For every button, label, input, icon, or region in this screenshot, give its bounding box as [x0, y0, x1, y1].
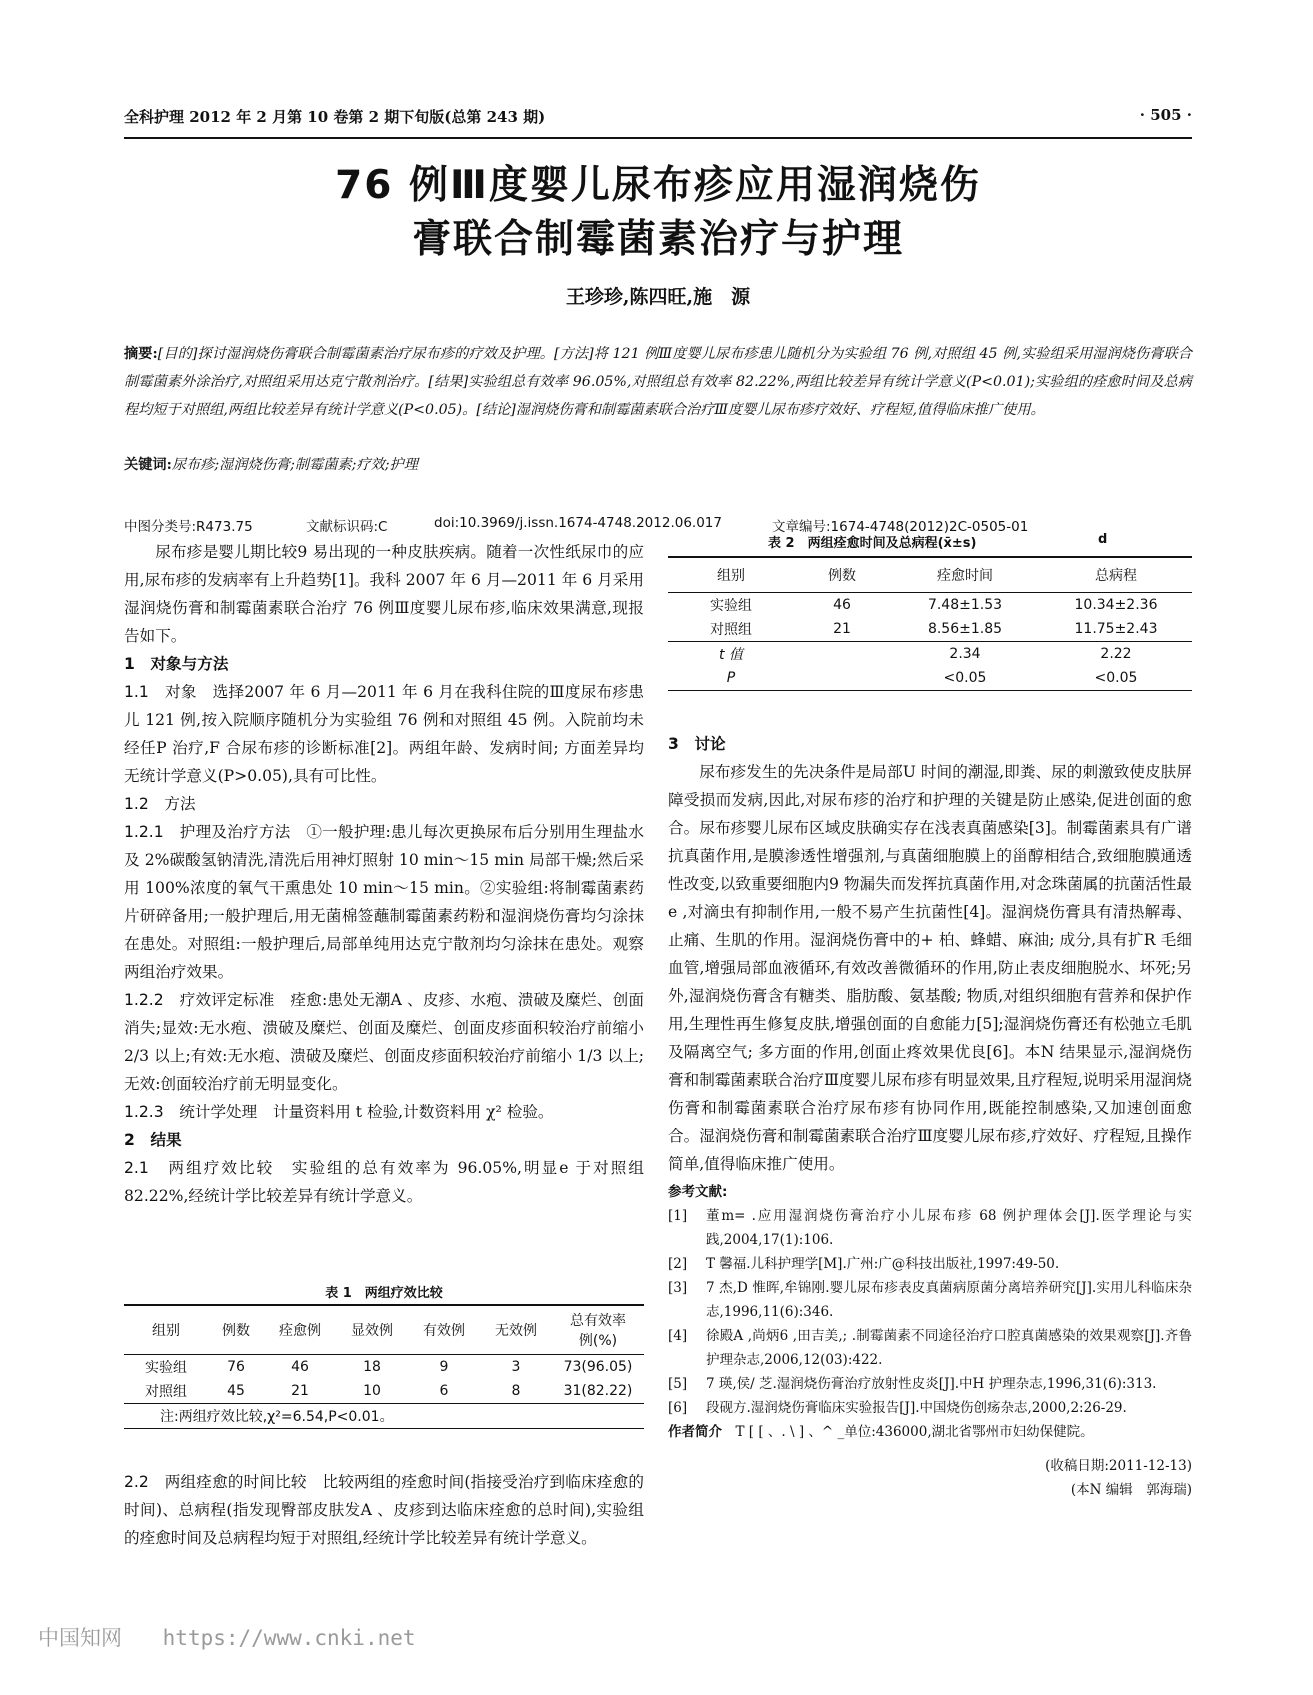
section-1-1 — [124, 678, 644, 790]
table-row — [124, 1355, 644, 1380]
section-3-heading: 3 讨论 — [668, 735, 726, 753]
clc-number: 中图分类号:R473.75 — [124, 519, 253, 535]
table-cell: t 值 — [719, 647, 743, 663]
reference-text: 段砚方.湿润烧伤膏临床实验报告[J].中国烧伤创疡杂志,2000,2:26-29. — [706, 1400, 1127, 1416]
t2-h-cases: 例数 — [828, 568, 856, 584]
table-cell: 76 — [227, 1359, 245, 1375]
left-column — [124, 538, 644, 1210]
reference-number: [4] — [668, 1328, 688, 1344]
author-bio — [668, 1420, 1192, 1444]
table-cell: <0.05 — [943, 670, 987, 686]
table-cell: 10.34±2.36 — [1074, 597, 1158, 613]
section-1-2-3-text: 计量资料用 t 检验,计数资料用 χ² 检验。 — [257, 1103, 554, 1121]
right-column — [668, 730, 1192, 1502]
table-cell: 21 — [291, 1383, 309, 1399]
authors: 王珍珍,陈四旺,施 源 — [565, 286, 751, 308]
header-rule — [124, 137, 1192, 139]
section-1-1-text: 选择2007 年 6 月—2011 年 6 月在我科住院的Ⅲ度尿布疹患儿 121 例,按入院顺序随机分为实验组 76 例和对照组 45 例。入院前均未经任P 治疗,F 合尿布疹的诊断标准[2]。两组年龄、发病时间; 方面差异均无统计学意义(P>0.05),具有可比性。 — [124, 683, 644, 785]
reference-number: [1] — [668, 1208, 688, 1224]
cnki-logo: 中国知网 — [38, 1626, 122, 1650]
reference-text: T 馨福.儿科护理学[M].广州:广@科技出版社,1997:49-50. — [706, 1256, 1060, 1272]
table-cell: <0.05 — [1094, 670, 1138, 686]
section-2-1-text: 实验组的总有效率为 96.05%,明显e 于对照组 82.22%,经统计学比较差异有统计学意义。 — [124, 1159, 644, 1205]
keywords — [124, 454, 1192, 474]
table-cell: 6 — [439, 1383, 449, 1399]
section-1-2-heading: 1.2 方法 — [124, 795, 196, 813]
t1-h-cases: 例数 — [222, 1323, 250, 1339]
section-1-2-1-text: ①一般护理:患儿每次更换尿布后分别用生理盐水及 2%碳酸氢钠清洗,清洗后用神灯照射 10 min～15 min 局部干燥;然后采用 100%浓度的氧气干熏患处 10 min～15 min。②实验组:将制霉菌素药片研碎备用;一般护理后,用无菌棉签蘸制霉菌素药粉和湿润烧伤膏均匀涂抹在患处。对照组:一般护理后,局部单纯用达克宁散剂均匀涂抹在患处。观察两组治疗效果。 — [124, 823, 644, 981]
reference-text: 董m= .应用湿润烧伤膏治疗小儿尿布疹 68 例护理体会[J].医学理论与实践,2004,17(1):106. — [706, 1208, 1192, 1248]
table-1-caption: 表 1 两组疗效比较 — [325, 1286, 443, 1301]
t1-h-effective: 有效例 — [423, 1323, 465, 1339]
section-1-2-2-label: 1.2.2 疗效评定标准 — [124, 991, 275, 1009]
received-date: (收稿日期:2011-12-13) — [1045, 1458, 1192, 1474]
abstract-label: 摘要: — [124, 346, 158, 362]
section-1-1-label: 1.1 对象 — [124, 683, 197, 701]
journal-issue: 全科护理 2012 年 2 月第 10 卷第 2 期下旬版(总第 243 期) — [124, 108, 546, 126]
table-cell: 9 — [439, 1359, 449, 1375]
t1-h-ineffective: 无效例 — [495, 1323, 537, 1339]
editor: (本N 编辑 郭海瑞) — [1070, 1482, 1192, 1498]
reference-number: [3] — [668, 1280, 688, 1296]
t1-h-marked: 显效例 — [351, 1323, 393, 1339]
table-cell: 实验组 — [710, 598, 752, 614]
table-cell: 3 — [511, 1359, 521, 1375]
t2-h-group: 组别 — [717, 568, 745, 584]
table-1 — [124, 1282, 644, 1429]
intro-paragraph: 尿布疹是婴儿期比较9 易出现的一种皮肤疾病。随着一次性纸尿巾的应用,尿布疹的发病率有上升趋势[1]。我科 2007 年 6 月—2011 年 6 月采用湿润烧伤膏和制霉菌素联合治疗 76 例Ⅲ度婴儿尿布疹,临床效果满意,现报告如下。 — [124, 543, 644, 645]
section-2-heading: 2 结果 — [124, 1131, 182, 1149]
table-1-grid — [124, 1304, 644, 1429]
reference-text: 7 杰,D 惟晖,牟锦刚.婴儿尿布疹表皮真菌病原菌分离培养研究[J].实用儿科临床杂志,1996,11(6):346. — [706, 1280, 1192, 1320]
table-cell: 对照组 — [145, 1384, 187, 1400]
section-2-1 — [124, 1154, 644, 1210]
reference-item — [668, 1396, 1192, 1420]
reference-item — [668, 1252, 1192, 1276]
article-number: 文章编号:1674-4748(2012)2C-0505-01 — [772, 519, 1029, 535]
table-2-unit: d — [1098, 532, 1108, 547]
title-line-1: 76 例Ⅲ度婴儿尿布疹应用湿润烧伤 — [335, 163, 981, 208]
section-2-2 — [124, 1468, 644, 1552]
reference-item — [668, 1276, 1192, 1324]
table-cell: 10 — [363, 1383, 381, 1399]
section-2-2-label: 2.2 两组痊愈的时间比较 — [124, 1473, 307, 1491]
document-code: 文献标识码:C — [306, 519, 388, 535]
table-2-grid — [668, 556, 1192, 691]
table-cell: 2.22 — [1100, 646, 1132, 662]
section-1-2-1-label: 1.2.1 护理及治疗方法 — [124, 823, 291, 841]
keywords-text: 尿布疹;湿润烧伤膏;制霉菌素;疗效;护理 — [171, 457, 418, 473]
author-bio-text: T [ [ 、. \ ] 、^ _单位:436000,湖北省鄂州市妇幼保健院。 — [722, 1424, 1094, 1440]
section-1-2-1 — [124, 818, 644, 986]
doi: doi:10.3969/j.issn.1674-4748.2012.06.017 — [434, 515, 722, 531]
table-row — [668, 617, 1192, 642]
page-number: · 505 · — [1139, 106, 1192, 124]
reference-item — [668, 1324, 1192, 1372]
t1-h-group: 组别 — [152, 1323, 180, 1339]
table-cell — [794, 642, 890, 667]
table-cell: 21 — [833, 621, 851, 637]
title-line-2: 膏联合制霉菌素治疗与护理 — [411, 217, 904, 262]
table-cell: 18 — [363, 1359, 381, 1375]
table-row — [668, 642, 1192, 667]
table-1-note: 注:两组疗效比较,χ²=6.54,P<0.01。 — [160, 1409, 394, 1425]
table-cell: 45 — [227, 1383, 245, 1399]
table-cell: 7.48±1.53 — [927, 597, 1003, 613]
t2-h-cure-time: 痊愈时间 — [937, 568, 993, 584]
running-head — [124, 106, 1192, 136]
abstract — [124, 340, 1192, 424]
table-cell: 实验组 — [145, 1360, 187, 1376]
t1-h-cured: 痊愈例 — [279, 1323, 321, 1339]
table-cell — [794, 666, 890, 691]
reference-number: [2] — [668, 1256, 688, 1272]
table-2-header-row — [668, 557, 1192, 593]
table-row — [668, 593, 1192, 618]
table-cell: 8 — [511, 1383, 521, 1399]
abstract-text: [目的]探讨湿润烧伤膏联合制霉菌素治疗尿布疹的疗效及护理。[方法]将 121 例Ⅲ度婴儿尿布疹患儿随机分为实验组 76 例,对照组 45 例,实验组采用湿润烧伤膏联合制霉菌素外涂治疗,对照组采用达克宁散剂治疗。[结果]实验组总有效率 96.05%,对照组总有效率 82.22%,两组比较差异有统计学意义(P<0.01);实验组的痊愈时间及总病程均短于对照组,两组比较差异有统计学意义(P<0.05)。[结论]湿润烧伤膏和制霉菌素联合治疗Ⅲ度婴儿尿布疹疗效好、疗程短,值得临床推广使用。 — [124, 346, 1192, 418]
section-2-1-label: 2.1 两组疗效比较 — [124, 1159, 275, 1177]
cnki-url[interactable]: https://www.cnki.net — [162, 1626, 416, 1650]
table-2 — [668, 532, 1192, 691]
section-1-2-3-label: 1.2.3 统计学处理 — [124, 1103, 258, 1121]
section-1-2-2-text: 痊愈:患处无潮A 、皮疹、水疱、溃破及糜烂、创面消失;显效:无水疱、溃破及糜烂、创面及糜烂、创面皮疹面积较治疗前缩小 2/3 以上;有效:无水疱、溃破及糜烂、创面皮疹面积较治疗前缩小 1/3 以上;无效:创面较治疗前无明显变化。 — [124, 991, 644, 1093]
section-1-heading: 1 对象与方法 — [124, 655, 229, 673]
reference-number: [6] — [668, 1400, 688, 1416]
table-2-caption: 表 2 两组痊愈时间及总病程(x̄±s) — [768, 536, 977, 551]
table-cell: 31(82.22) — [563, 1383, 633, 1399]
keywords-label: 关键词: — [124, 457, 172, 473]
t1-h-total-rate: 总有效率例(%) — [570, 1313, 626, 1349]
table-2-caption-row — [668, 532, 1192, 556]
section-2-2-text: 比较两组的痊愈时间(指接受治疗到临床痊愈的时间)、总病程(指发现臀部皮肤发A 、皮疹到达临床痊愈的总时间),实验组的痊愈时间及总病程均短于对照组,经统计学比较差异有统计学意义。 — [124, 1473, 644, 1547]
references — [668, 1180, 1192, 1502]
table-note-row — [124, 1404, 644, 1429]
table-cell: 8.56±1.85 — [927, 621, 1003, 637]
reference-text: 7 瑛,侯/ 芝.湿润烧伤膏治疗放射性皮炎[J].中H 护理杂志,1996,31(6):313. — [706, 1376, 1157, 1392]
table-cell: 73(96.05) — [563, 1359, 633, 1375]
table-cell: P — [726, 670, 736, 686]
reference-number: [5] — [668, 1376, 688, 1392]
reference-item — [668, 1372, 1192, 1396]
section-1-2-2 — [124, 986, 644, 1098]
footer-watermark — [38, 1622, 416, 1652]
table-row — [124, 1379, 644, 1404]
references-label: 参考文献: — [668, 1184, 728, 1200]
table-1-header-row — [124, 1305, 644, 1355]
table-row — [668, 666, 1192, 691]
reference-text: 徐殿A ,尚炳6 ,田吉美,; .制霉菌素不同途径治疗口腔真菌感染的效果观察[J].齐鲁护理杂志,2006,12(03):422. — [706, 1328, 1192, 1368]
table-cell: 46 — [291, 1359, 309, 1375]
table-cell: 对照组 — [710, 622, 752, 638]
reference-item — [668, 1204, 1192, 1252]
table-cell: 11.75±2.43 — [1074, 621, 1158, 637]
discussion-paragraph: 尿布疹发生的先决条件是局部U 时间的潮湿,即粪、尿的刺激致使皮肤屏障受损而发病,因此,对尿布疹的治疗和护理的关键是防止感染,促进创面的愈合。尿布疹婴儿尿布区域皮肤确实存在浅表真菌感染[3]。制霉菌素具有广谱抗真菌作用,是膜渗透性增强剂,与真菌细胞膜上的甾醇相结合,致细胞膜通透性改变,以致重要细胞内9 物漏失而发挥抗真菌作用,对念珠菌属的抗菌活性最e ,对滴虫有抑制作用,一般不易产生抗菌性[4]。湿润烧伤膏具有清热解毒、止痛、生肌的作用。湿润烧伤膏中的+ 柏、蜂蜡、麻油; 成分,具有扩R 毛细血管,增强局部血液循环,有效改善微循环的作用,防止表皮细胞脱水、坏死;另外,湿润烧伤膏含有糖类、脂肪酸、氨基酸; 物质,对组织细胞有营养和保护作用,生理性再生修复皮肤,增强创面的自愈能力[5];湿润烧伤膏还有松弛立毛肌及隔离空气; 多方面的作用,创面止疼效果优良[6]。本N 结果显示,湿润烧伤膏和制霉菌素联合治疗Ⅲ度婴儿尿布疹有明显效果,且疗程短,说明采用湿润烧伤膏和制霉菌素联合治疗尿布疹有协同作用,既能控制感染,又加速创面愈合。湿润烧伤膏和制霉菌素联合治疗Ⅲ度婴儿尿布疹,疗效好、疗程短,且操作简单,值得临床推广使用。 — [668, 763, 1192, 1173]
t2-h-course: 总病程 — [1095, 568, 1137, 584]
section-1-2-3 — [124, 1098, 644, 1126]
left-column-bottom — [124, 1468, 644, 1552]
author-bio-label: 作者简介 — [668, 1424, 722, 1440]
table-cell: 46 — [833, 597, 851, 613]
table-cell: 2.34 — [949, 646, 981, 662]
